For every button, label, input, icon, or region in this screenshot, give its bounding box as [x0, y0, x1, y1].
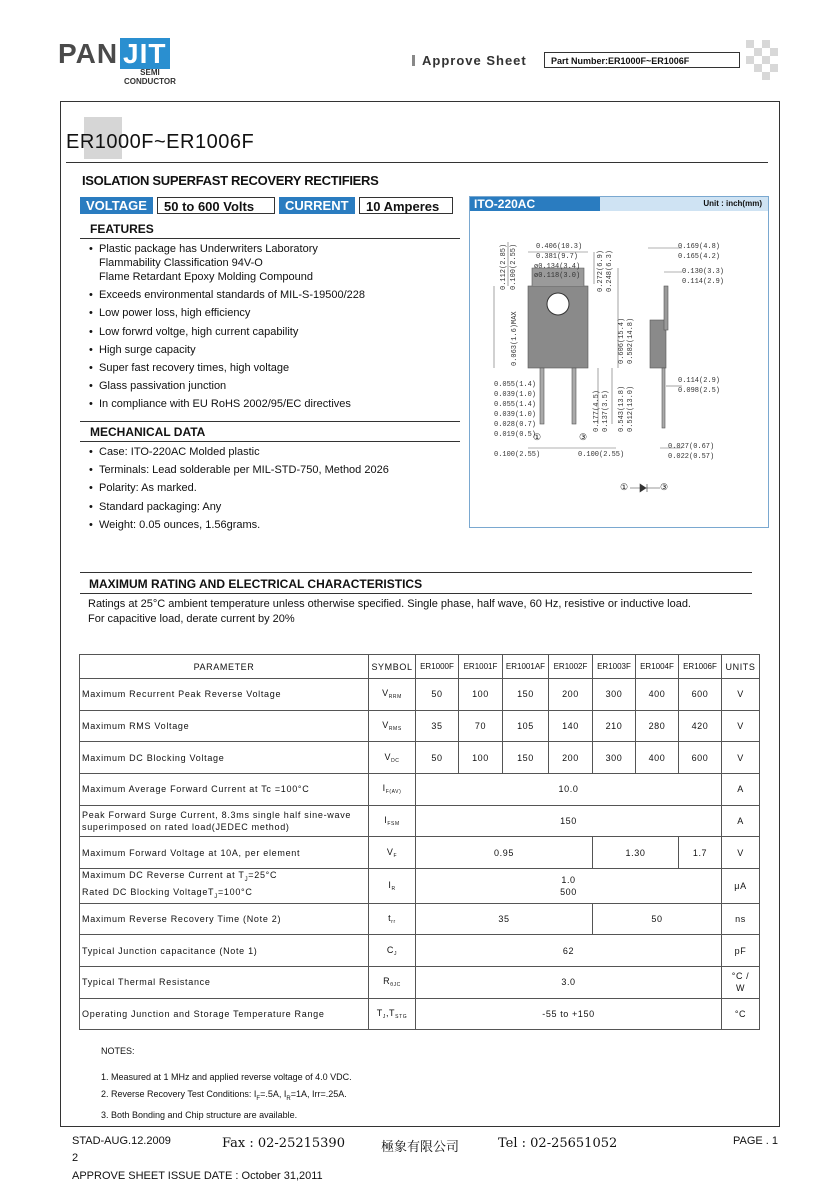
row-value: 50 — [416, 742, 459, 774]
row-value: 420 — [679, 710, 722, 742]
symbol-main: V — [384, 751, 392, 762]
row-unit: pF — [722, 935, 760, 967]
row-parameter: Typical Thermal Resistance — [80, 967, 369, 999]
dim-label-vertical: 0.177(4.5) — [593, 389, 601, 432]
symbol-sub: DC — [391, 757, 400, 764]
row-unit: ns — [722, 903, 760, 935]
feature-item: • In compliance with EU RoHS 2002/95/EC directives — [89, 397, 459, 411]
ratings-heading: MAXIMUM RATING AND ELECTRICAL CHARACTERISTICS — [89, 577, 423, 591]
page-title: ER1000F~ER1006F — [66, 131, 255, 153]
row-value: 105 — [503, 710, 549, 742]
row-value: 150 — [503, 742, 549, 774]
symbol-sub: J — [382, 1014, 386, 1021]
row-value-all — [416, 869, 722, 904]
dim-label: 0.100(2.55) — [578, 451, 625, 459]
note-item: 3. Both Bonding and Chip structure are available. — [101, 1109, 298, 1120]
row-parameter: Maximum Average Forward Current at Tc =100°C — [80, 774, 369, 806]
footer-doc-date: STAD-AUG.12.2009 — [72, 1135, 171, 1147]
pin3-marker: ③ — [579, 432, 588, 442]
row-parameter: Maximum DC Blocking Voltage — [80, 742, 369, 774]
note-item: 1. Measured at 1 MHz and applied reverse voltage of 4.0 VDC. — [101, 1072, 352, 1082]
row-parameter: Operating Junction and Storage Temperature Range — [80, 998, 369, 1030]
row-unit: V — [722, 837, 760, 869]
features-heading: FEATURES — [90, 222, 154, 236]
dim-label-vertical: 0.100(2.55) — [510, 243, 518, 290]
row-value-all: -55 to +150 — [416, 998, 722, 1030]
row-value: 100 — [459, 742, 503, 774]
unit-line: W — [735, 983, 746, 994]
header-parameter: PARAMETER — [80, 655, 369, 679]
dim-label-vertical: 0.248(6.3) — [606, 249, 614, 292]
package-side-body — [650, 320, 666, 368]
row-value: 200 — [549, 742, 593, 774]
table-row — [80, 837, 760, 869]
row-value: 200 — [549, 679, 593, 711]
header-model: ER1000F — [416, 655, 459, 679]
row-unit: V — [722, 710, 760, 742]
row-value: 210 — [593, 710, 636, 742]
dim-label-vertical: 0.063(1.6)MAX — [511, 311, 519, 366]
note-text: 2. Reverse Recovery Test Conditions: I — [101, 1088, 257, 1099]
footer-page-number: 2 — [72, 1152, 79, 1164]
row-value-all: 10.0 — [416, 774, 722, 806]
dim-label: 0.028(0.7) — [494, 421, 537, 429]
dim-label: 0.027(0.67) — [668, 443, 715, 451]
spec-tags — [80, 197, 453, 214]
current-tag-value: 10 Amperes — [359, 197, 453, 214]
dim-label: 0.130(3.3) — [682, 268, 725, 276]
table-row — [80, 935, 760, 967]
logo-accent: JIT — [120, 38, 169, 69]
symbol-main: R — [383, 976, 391, 987]
note-sub: R — [286, 1095, 291, 1102]
row-parameter: Maximum Recurrent Peak Reverse Voltage — [80, 679, 369, 711]
row-unit: μA — [722, 869, 760, 904]
logo-sub-line1: SEMI — [140, 68, 160, 77]
row-symbol — [369, 837, 416, 869]
symbol-main: t — [388, 913, 392, 924]
footer-fax: Fax : 02-25215390 — [222, 1136, 345, 1151]
mechanical-item: • Terminals: Lead solderable per MIL-STD-750, Method 2026 — [89, 463, 459, 477]
dim-label: 0.381(9.7) — [536, 253, 579, 261]
row-value: 70 — [459, 710, 503, 742]
row-parameter: Maximum Forward Voltage at 10A, per element — [80, 837, 369, 869]
dim-label: ø0.118(3.0) — [534, 272, 581, 280]
row-value: 300 — [593, 742, 636, 774]
row-value-group: 1.30 — [593, 837, 679, 869]
symbol-sub: rr — [391, 919, 396, 926]
row-parameter-line1: Peak Forward Surge Current, 8.3ms single half sine-wave — [82, 810, 352, 821]
row-symbol — [369, 869, 416, 904]
mechanical-item: • Standard packaging: Any — [89, 500, 459, 514]
row-symbol — [369, 935, 416, 967]
header-model: ER1001F — [459, 655, 503, 679]
dim-label-vertical: 0.112(2.85) — [500, 243, 508, 290]
symbol-main: V — [386, 846, 394, 857]
row-value: 400 — [636, 679, 679, 711]
mechanical-divider — [80, 441, 460, 442]
symbol-sub: STG — [395, 1014, 408, 1021]
logo-sub-line2: CONDUCTOR — [124, 77, 176, 86]
symbol-sub: F(AV) — [385, 789, 402, 796]
row-value: 50 — [416, 679, 459, 711]
row-value: 400 — [636, 742, 679, 774]
symbol-main: C — [386, 944, 394, 955]
symbol-main: V — [382, 688, 389, 699]
symbol-sub: FSM — [387, 821, 400, 828]
mechanical-item: • Case: ITO-220AC Molded plastic — [89, 445, 459, 459]
dim-label: 0.039(1.0) — [494, 391, 537, 399]
notes-heading: NOTES: — [101, 1046, 135, 1056]
dim-label: 0.114(2.9) — [678, 377, 721, 385]
approve-sheet-label: Approve Sheet — [412, 53, 527, 68]
symbol-sub: RMS — [388, 726, 402, 733]
dim-label-vertical: 0.543(13.8) — [618, 385, 626, 432]
dim-label-vertical: 0.272(6.9) — [597, 249, 605, 292]
dim-label: 0.055(1.4) — [494, 401, 537, 409]
package-unit: Unit : inch(mm) — [600, 197, 768, 211]
mounting-hole — [547, 293, 569, 315]
notes-list — [101, 1069, 352, 1123]
ratings-top-divider — [80, 572, 752, 573]
current-tag-label: CURRENT — [279, 197, 355, 214]
row-unit — [722, 967, 760, 999]
pin1-marker: ① — [533, 432, 542, 442]
dim-label: 0.100(2.55) — [494, 451, 541, 459]
row-symbol — [369, 805, 416, 837]
row-symbol — [369, 998, 416, 1030]
row-symbol — [369, 774, 416, 806]
mechanical-list — [89, 445, 459, 536]
param-text: =25°C — [248, 870, 278, 881]
param-text: =100°C — [217, 886, 253, 897]
table-row — [80, 679, 760, 711]
part-number-box: Part Number:ER1000F~ER1006F — [544, 52, 740, 68]
value-line: 1.0 — [561, 874, 576, 885]
table-row — [80, 774, 760, 806]
ratings-table — [79, 654, 760, 1030]
header-model: ER1001AF — [503, 655, 549, 679]
table-row — [80, 998, 760, 1030]
note-item — [101, 1086, 352, 1107]
feature-item: • Glass passivation junction — [89, 379, 459, 393]
row-unit: V — [722, 742, 760, 774]
row-value: 35 — [416, 710, 459, 742]
mechanical-heading: MECHANICAL DATA — [90, 425, 206, 439]
symbol-sub: θJC — [390, 982, 401, 989]
dim-label: 0.406(10.3) — [536, 243, 583, 251]
row-symbol — [369, 742, 416, 774]
row-parameter: Maximum RMS Voltage — [80, 710, 369, 742]
logo-text: PAN — [58, 38, 119, 69]
row-unit: °C — [722, 998, 760, 1030]
feature-item: • High surge capacity — [89, 343, 459, 357]
feature-item: • Super fast recovery times, high voltage — [89, 361, 459, 375]
row-parameter — [80, 869, 369, 904]
row-parameter — [80, 805, 369, 837]
features-divider — [80, 238, 460, 239]
row-unit: V — [722, 679, 760, 711]
row-parameter-line2 — [82, 886, 368, 903]
footer-page: PAGE . 1 — [733, 1135, 779, 1147]
row-value: 150 — [503, 679, 549, 711]
symbol-main: I — [384, 815, 388, 826]
dim-label: 0.169(4.8) — [678, 243, 721, 251]
logo-subtitle — [124, 68, 176, 86]
symbol-main: ,T — [385, 1008, 396, 1019]
footer-issue-date: APPROVE SHEET ISSUE DATE : October 31,2011 — [72, 1170, 323, 1182]
row-unit: A — [722, 805, 760, 837]
note-sub: F — [256, 1095, 261, 1102]
row-symbol — [369, 710, 416, 742]
package-name: ITO-220AC — [470, 197, 600, 211]
row-unit: A — [722, 774, 760, 806]
row-symbol — [369, 903, 416, 935]
product-subtitle: ISOLATION SUPERFAST RECOVERY RECTIFIERS — [82, 173, 379, 188]
feature-item: • Exceeds environmental standards of MIL-S-19500/228 — [89, 288, 459, 302]
unit-line: °C / — [731, 971, 750, 982]
row-value-all: 150 — [416, 805, 722, 837]
row-parameter: Maximum Reverse Recovery Time (Note 2) — [80, 903, 369, 935]
dim-label: 0.039(1.0) — [494, 411, 537, 419]
dim-label: 0.022(0.57) — [668, 453, 715, 461]
ratings-intro — [88, 597, 691, 626]
ratings-divider — [80, 593, 752, 594]
row-value-group: 1.7 — [679, 837, 722, 869]
dim-label: 0.055(1.4) — [494, 381, 537, 389]
header-model: ER1003F — [593, 655, 636, 679]
header-symbol: SYMBOL — [369, 655, 416, 679]
dim-label: 0.114(2.9) — [682, 278, 725, 286]
symbol-sub: J — [394, 950, 398, 957]
panjit-logo — [58, 38, 170, 70]
row-value: 300 — [593, 679, 636, 711]
table-row — [80, 742, 760, 774]
row-parameter: Typical Junction capacitance (Note 1) — [80, 935, 369, 967]
symbol-main: I — [388, 879, 392, 890]
row-parameter-line2: superimposed on rated load(JEDEC method) — [82, 822, 290, 833]
mechanical-item: • Weight: 0.05 ounces, 1.56grams. — [89, 518, 459, 532]
param-text: Maximum DC Reverse Current at T — [82, 870, 245, 881]
table-row — [80, 903, 760, 935]
voltage-tag-value: 50 to 600 Volts — [157, 197, 275, 214]
ratings-intro-line1: Ratings at 25°C ambient temperature unless otherwise specified. Single phase, half wave, 60 Hz, resistive or inductive load. — [88, 598, 691, 610]
checker-decoration — [746, 40, 780, 80]
symbol-main: I — [382, 783, 386, 794]
row-value-group: 50 — [593, 903, 722, 935]
row-symbol — [369, 967, 416, 999]
dim-label-vertical: 0.606(15.4) — [618, 317, 626, 364]
row-symbol — [369, 679, 416, 711]
symbol-main: T — [376, 1008, 383, 1019]
title-divider — [66, 162, 768, 163]
dim-label: 0.098(2.5) — [678, 387, 721, 395]
param-sub: J — [244, 876, 249, 883]
table-row — [80, 805, 760, 837]
dim-label: ø0.134(3.4) — [534, 263, 581, 271]
feature-item: • Low forwrd voltge, high current capability — [89, 325, 459, 339]
param-text: Rated DC Blocking VoltageT — [82, 886, 215, 897]
table-row — [80, 967, 760, 999]
symbol-cathode: ③ — [660, 482, 669, 492]
mechanical-item: • Polarity: As marked. — [89, 481, 459, 495]
voltage-tag-label: VOLTAGE — [80, 197, 153, 214]
symbol-sub: R — [391, 885, 396, 892]
header-model: ER1006F — [679, 655, 722, 679]
row-value: 600 — [679, 679, 722, 711]
row-value-group: 0.95 — [416, 837, 593, 869]
dim-label-vertical: 0.137(3.5) — [602, 389, 610, 432]
dim-label-vertical: 0.512(13.0) — [627, 385, 635, 432]
symbol-main: V — [382, 720, 389, 731]
features-list — [89, 242, 459, 416]
row-parameter-line1 — [82, 869, 368, 886]
footer-tel: Tel : 02-25651052 — [498, 1136, 618, 1151]
table-row — [80, 710, 760, 742]
header-model: ER1004F — [636, 655, 679, 679]
ratings-intro-line2: For capacitive load, derate current by 20% — [88, 612, 295, 625]
row-value: 100 — [459, 679, 503, 711]
note-text: =.5A, I — [260, 1088, 287, 1099]
dim-label: 0.019(0.5) — [494, 431, 537, 439]
value-line: 500 — [560, 886, 577, 897]
row-value-group: 35 — [416, 903, 593, 935]
dim-label: 0.165(4.2) — [678, 253, 721, 261]
dim-label-vertical: 0.582(14.8) — [627, 317, 635, 364]
note-text: =1A, Irr=.25A. — [290, 1088, 347, 1099]
param-sub: J — [214, 893, 218, 900]
mechanical-top-divider — [80, 421, 460, 422]
header-model: ER1002F — [549, 655, 593, 679]
row-value-all: 62 — [416, 935, 722, 967]
symbol-sub: F — [393, 852, 398, 859]
header-units: UNITS — [722, 655, 760, 679]
row-value: 280 — [636, 710, 679, 742]
symbol-anode: ① — [620, 482, 629, 492]
footer-company: 極象有限公司 — [381, 1140, 460, 1155]
row-value: 140 — [549, 710, 593, 742]
feature-item: • Low power loss, high efficiency — [89, 306, 459, 320]
table-row — [80, 869, 760, 904]
row-value-all: 3.0 — [416, 967, 722, 999]
row-value: 600 — [679, 742, 722, 774]
table-header-row — [80, 655, 760, 679]
symbol-sub: RRM — [388, 694, 402, 701]
feature-item: • Plastic package has Underwriters Laboratory Flammability Classification 94V-O Flame Retardant Epoxy Molding Compound — [89, 242, 459, 284]
